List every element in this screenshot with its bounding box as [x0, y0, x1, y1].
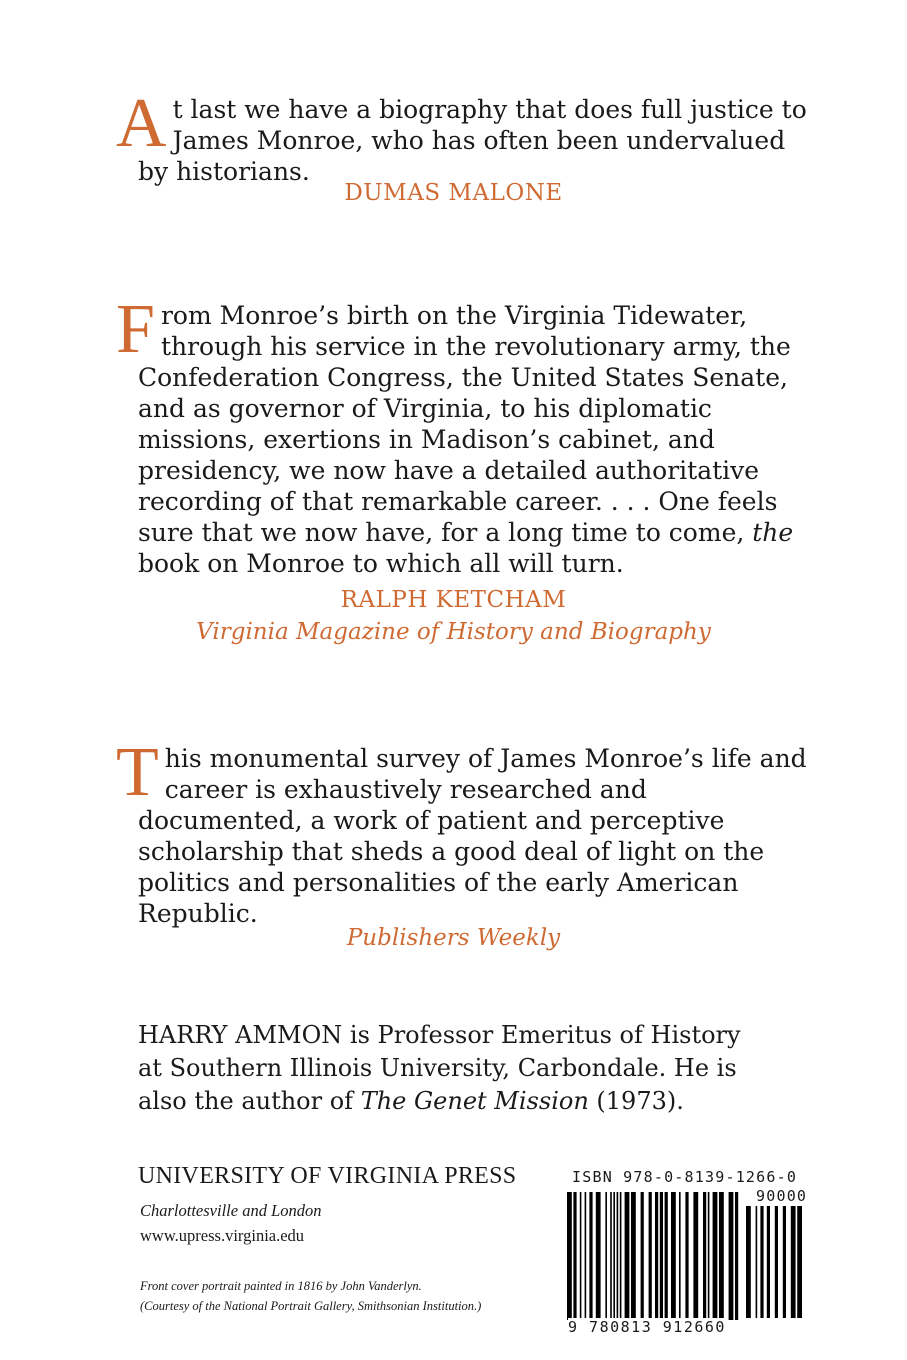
cover-credit	[140, 1276, 560, 1316]
barcode-bar	[585, 1192, 587, 1320]
barcode-bar	[783, 1206, 786, 1318]
isbn-label: ISBN 978-0-8139-1266-0	[572, 1168, 798, 1186]
quote-dumas-malone	[116, 85, 810, 187]
barcode-bar	[589, 1192, 592, 1320]
publisher-name: UNIVERSITY OF VIRGINIA PRESS	[138, 1163, 517, 1189]
barcode-bar	[671, 1192, 676, 1320]
addon-barcode	[746, 1206, 808, 1318]
quote-1-text: t last we have a biography that does full justice to James Monroe, who has often been undervalued by historians.	[138, 95, 807, 186]
drop-cap-t: T	[116, 734, 159, 811]
barcode-bar	[580, 1192, 582, 1320]
author-bio	[138, 1019, 743, 1118]
barcode-bar	[679, 1192, 681, 1320]
barcode-bar	[665, 1192, 668, 1320]
barcode-bar	[767, 1206, 770, 1318]
barcode-bar	[760, 1206, 763, 1318]
bio-book-title: The Genet Mission	[360, 1087, 589, 1115]
barcode-bar	[655, 1192, 658, 1320]
barcode-bar	[605, 1192, 607, 1320]
quote-2-text-before: rom Monroe’s birth on the Virginia Tidewater, through his service in the revolutionary army, the Confederation Congress, the United States Senate, and as governor of Virginia, to his diplomatic missions, exertions in Madison’s cabinet, and presidency, we now have a detailed authoritative recording of that remarkable career. . . . One feels sure that we now have, for a long time to come,	[138, 301, 791, 547]
publisher-url: www.upress.virginia.edu	[140, 1226, 305, 1245]
barcode-bar	[791, 1206, 796, 1318]
barcode-bar	[729, 1192, 734, 1320]
barcode-bar	[625, 1192, 630, 1320]
publisher-location: Charlottesville and London	[140, 1201, 322, 1220]
barcode-bar	[620, 1192, 622, 1320]
barcode-bar	[596, 1192, 601, 1320]
barcode-bar	[610, 1192, 612, 1320]
barcode-bar	[775, 1206, 778, 1318]
barcode-bar	[703, 1192, 706, 1320]
drop-cap-f: F	[116, 291, 155, 368]
barcode-bar	[631, 1192, 636, 1320]
quote-3-text: his monumental survey of James Monroe’s life and career is exhaustively researched and documented, a work of patient and perceptive scholarship that sheds a good deal of light on the politics and personalities of the early American Republic.	[138, 744, 807, 928]
credit-line-2: (Courtesy of the National Portrait Gallery, Smithsonian Institution.)	[140, 1299, 482, 1313]
quote-ralph-ketcham	[116, 291, 810, 579]
quote-2-text-after: book on Monroe to which all will turn.	[138, 549, 624, 578]
quote-2-source: Virginia Magazine of History and Biography	[196, 619, 711, 645]
barcode-bar	[719, 1192, 724, 1320]
price-code-label: 90000	[756, 1187, 808, 1205]
ean-digits: 9 780813 912660	[568, 1318, 726, 1336]
quote-2-author: RALPH KETCHAM	[340, 587, 567, 613]
barcode-bar	[660, 1192, 663, 1320]
barcode-bar	[649, 1192, 652, 1320]
quote-2-emphasis: the	[752, 518, 794, 547]
barcode-bar	[735, 1192, 738, 1320]
barcode-bar	[746, 1206, 751, 1318]
quote-publishers-weekly	[116, 734, 810, 929]
barcode-bar	[693, 1192, 698, 1320]
drop-cap-a: A	[116, 85, 167, 162]
barcode-bar	[797, 1206, 802, 1318]
bio-text-before: HARRY AMMON is Professor Emeritus of History at Southern Illinois University, Carbondale. He is also the author of	[138, 1021, 741, 1115]
barcode-bar	[567, 1192, 572, 1320]
barcode-bar	[685, 1192, 688, 1320]
barcode-bar	[573, 1192, 576, 1320]
barcode-bar	[613, 1192, 615, 1320]
barcode-bar	[641, 1192, 644, 1320]
barcode-bar	[708, 1192, 710, 1320]
quote-3-source: Publishers Weekly	[346, 925, 561, 951]
bio-text-after: (1973).	[588, 1087, 684, 1115]
ean-barcode	[567, 1192, 741, 1320]
barcode-bar	[617, 1192, 619, 1320]
quote-1-author: DUMAS MALONE	[344, 180, 563, 206]
credit-line-1: Front cover portrait painted in 1816 by John Vanderlyn.	[140, 1279, 422, 1293]
barcode-bar	[713, 1192, 718, 1320]
barcode-bar	[756, 1206, 758, 1318]
